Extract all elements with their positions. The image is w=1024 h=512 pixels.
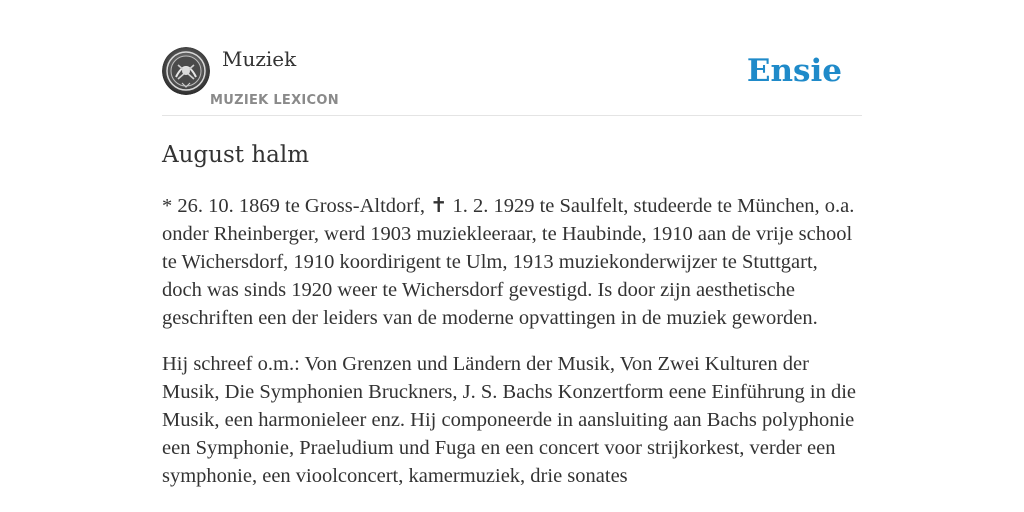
- brand-logo[interactable]: Ensie: [746, 53, 842, 89]
- category-link[interactable]: Muziek: [222, 47, 297, 71]
- article-title: August halm: [162, 142, 310, 168]
- subcategory-link[interactable]: MUZIEK LEXICON: [210, 93, 339, 108]
- category-emblem-icon[interactable]: [162, 47, 210, 95]
- article-paragraph: Hij schreef o.m.: Von Grenzen und Ländern der Musik, Von Zwei Kulturen der Musik, Die Symphonien Bruckners, J. S. Bachs Konzertform eene Einführung in die Musik, een harmonieleer enz. Hij componeerde in aansluiting aan Bachs polyphonie een Symphonie, Praeludium und Fuga en een concert voor strijkorkest, verder een symphonie, een vioolconcert, kamermuziek, drie sonates: [162, 353, 857, 487]
- header: [162, 44, 862, 116]
- article-paragraph: * 26. 10. 1869 te Gross-Altdorf, ✝ 1. 2. 1929 te Saulfelt, studeerde te München, o.a. onder Rheinberger, werd 1903 muziekleeraar, te Haubinde, 1910 aan de vrije school te Wichersdorf, 1910 koordirigent te Ulm, 1913 muziekonderwijzer te Stuttgart, doch was sinds 1920 weer te Wichersdorf gevestigd. Is door zijn aesthetische geschriften een der leiders van de moderne opvattingen in de muziek geworden.: [162, 195, 855, 329]
- article-body: [162, 192, 862, 508]
